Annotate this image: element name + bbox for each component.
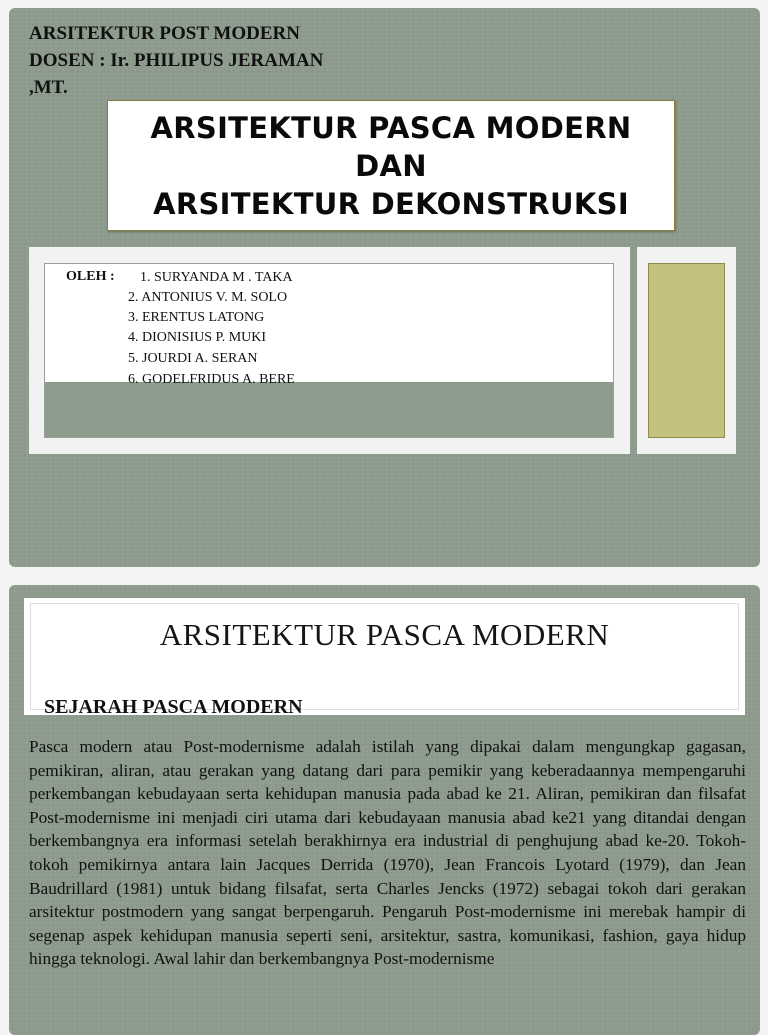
course-title: ARSITEKTUR POST MODERN <box>29 23 300 44</box>
member-5: 5. JOURDI A. SERAN <box>128 351 258 366</box>
member-4: 4. DIONISIUS P. MUKI <box>128 330 267 345</box>
slide2-title: ARSITEKTUR PASCA MODERN <box>159 617 610 652</box>
lecturer-degree: ,MT. <box>29 77 68 98</box>
side-accent-panel <box>637 247 736 454</box>
side-accent-box <box>648 263 725 438</box>
main-title-line-2: DAN <box>355 148 427 183</box>
member-2: 2. ANTONIUS V. M. SOLO <box>128 290 288 305</box>
members-list-area <box>45 264 613 382</box>
slide-1 <box>9 8 760 567</box>
slide2-title-frame <box>30 603 739 710</box>
member-3: 3. ERENTUS LATONG <box>128 310 265 325</box>
course-header <box>29 20 323 101</box>
main-title-line-3: ARSITEKTUR DEKONSTRUKSI <box>153 186 629 221</box>
main-title-box <box>107 100 675 231</box>
member-1: 1. SURYANDA M . TAKA <box>140 270 293 285</box>
history-paragraph: Pasca modern atau Post-modernisme adalah istilah yang dipakai dalam mengungkap gagasan, pemikiran, aliran, atau gerakan yang datang dari para pemikir yang keberadaannya mempengaruhi perkembangan kebudayaan serta kehidupan manusia pada abad ke 21. Aliran, pemikiran dan filsafat Post-modernisme ini menjadi ciri utama dari kebudayaan manusia abad ke21 yang ditandai dengan berkembangnya era informasi setelah berakhirnya era industrial di penghujung abad ke-20. Tokoh-tokoh pemikirnya antara lain Jacques Derrida (1970), Jean Francois Lyotard (1979), dan Jean Baudrillard (1981) untuk bidang filsafat, serta Charles Jencks (1972) sebagai tokoh dari gerakan arsitektur postmodern yang sangat berpengaruh. Pengaruh Post-modernisme ini merebak hampir di segenap aspek kehidupan manusia seperti seni, arsitektur, sastra, komunikasi, fashion, gaya hidup hingga teknologi. Awal lahir dan berkembangnya Post-modernisme <box>29 737 746 969</box>
members-frame <box>44 263 614 438</box>
slide-2 <box>9 585 760 1035</box>
lecturer-name: DOSEN : Ir. PHILIPUS JERAMAN <box>29 50 324 71</box>
oleh-label: OLEH : <box>66 269 115 284</box>
members-panel <box>29 247 630 454</box>
main-title-line-1: ARSITEKTUR PASCA MODERN <box>150 110 632 145</box>
slide2-title-box <box>24 598 745 718</box>
member-6: 6. GODELFRIDUS A. BERE <box>128 372 295 387</box>
section-heading: SEJARAH PASCA MODERN <box>44 696 303 718</box>
